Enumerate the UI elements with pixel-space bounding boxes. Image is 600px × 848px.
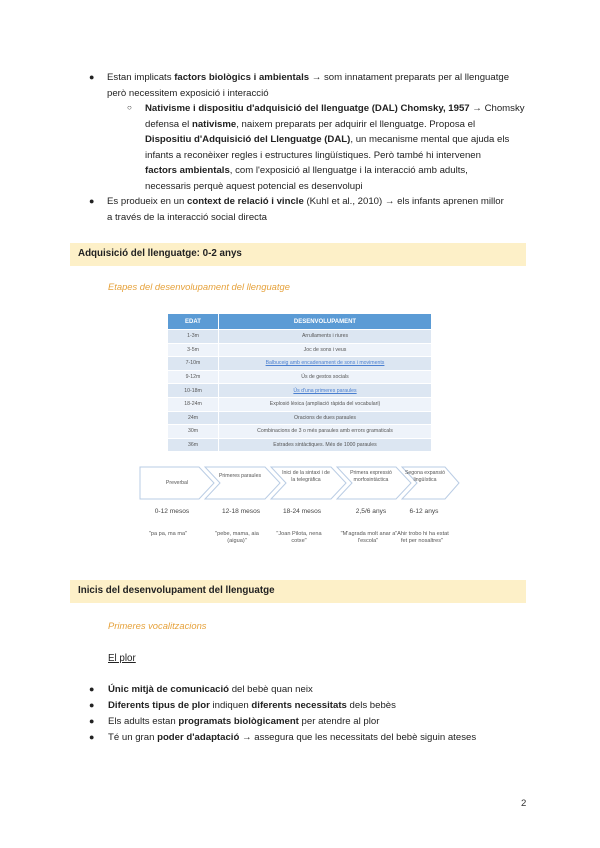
stage-preverbal: Preverbal bbox=[165, 480, 189, 486]
bullet-factors: Estan implicats factors biològics i ambientals → som innatament preparats per al llenguatge però necessitem exposició i interacció bbox=[107, 72, 510, 99]
table-row bbox=[168, 343, 432, 357]
table-row bbox=[168, 384, 432, 398]
stage-expressio-morfosintactica: Primera expressió morfosintàctica bbox=[350, 470, 392, 483]
bullet-dot: ● bbox=[89, 72, 95, 82]
table-cell-age: 36m bbox=[168, 438, 219, 452]
bullet-dot: ● bbox=[89, 716, 95, 726]
table-row bbox=[168, 438, 432, 452]
table-cell-age: 1-3m bbox=[168, 330, 219, 344]
subtitle-etapes: Etapes del desenvolupament del llenguatge bbox=[108, 281, 290, 292]
page-number: 2 bbox=[521, 798, 527, 809]
stage-inici-sintaxi: Inici de la sintaxi i de la telegràfica bbox=[282, 470, 330, 483]
stage-segona-expansio: Segona expansió lingüística bbox=[404, 470, 446, 483]
table-cell-development: Estrades sintàctiques. Més de 1000 paraules bbox=[219, 438, 432, 452]
bullet-dot: ● bbox=[89, 700, 95, 710]
table-row bbox=[168, 425, 432, 439]
table-header-edat: EDAT bbox=[168, 314, 219, 330]
table-cell-age: 18-24m bbox=[168, 397, 219, 411]
table-row bbox=[168, 370, 432, 384]
table-cell-development: Ús d'una primeres paraules bbox=[219, 384, 432, 398]
table-cell-age: 10-18m bbox=[168, 384, 219, 398]
table-cell-development: Joc de sons i veus bbox=[219, 343, 432, 357]
timeline-example: "M'agrada molt anar a l'escola" bbox=[340, 531, 396, 544]
table-cell-age: 30m bbox=[168, 425, 219, 439]
timeline-age: 6-12 anys bbox=[409, 508, 439, 515]
table-row bbox=[168, 411, 432, 425]
table-cell-development: Oracions de dues paraules bbox=[219, 411, 432, 425]
plor-bullet-4: Té un gran poder d'adaptació → assegura que les necessitats del bebè siguin ateses bbox=[108, 732, 477, 743]
timeline-example: "pebe, mama, aia (aigua)" bbox=[215, 531, 259, 544]
table-row bbox=[168, 397, 432, 411]
timeline-age: 2,5/6 anys bbox=[355, 508, 387, 515]
section-header-adquisicio: Adquisició del llenguatge: 0-2 anys bbox=[70, 243, 526, 266]
bullet-dot: ● bbox=[89, 196, 95, 206]
table-cell-age: 7-10m bbox=[168, 357, 219, 371]
bullet-dot: ● bbox=[89, 684, 95, 694]
table-row bbox=[168, 330, 432, 344]
timeline-age: 18-24 mesos bbox=[282, 508, 322, 515]
plor-bullet-2: Diferents tipus de plor indiquen diferents necessitats dels bebès bbox=[108, 700, 396, 711]
table-row bbox=[168, 357, 432, 371]
table-cell-development: Balbuceig amb encadenament de sons i moviments bbox=[219, 357, 432, 371]
plor-bullet-1: Únic mitjà de comunicació del bebè quan neix bbox=[108, 684, 313, 695]
table-cell-development: Ús de gestos socials bbox=[219, 370, 432, 384]
stage-primeres-paraules: Primeres paraules bbox=[218, 473, 262, 479]
chevron-2 bbox=[205, 467, 280, 499]
timeline-example: "pa pa, ma ma" bbox=[148, 531, 188, 537]
bullet-dot: ● bbox=[89, 732, 95, 742]
sub-bullet-nativisme: Nativisme i dispositiu d'adquisició del llenguatge (DAL) Chomsky, 1957 → Chomsky defensa el nativisme, naixem preparats per adquirir el llenguatge. Proposa el Dispositiu d'Adquisició del Llenguatge (DAL), un mecanisme mental que ajuda els infants a reconèixer regles i estructures lingüístiques. Però també hi intervenen factors ambientals, com l'exposició al llenguatge i la interacció amb adults, necessaris perquè aquest potencial es desenvolupi bbox=[145, 103, 525, 192]
table-cell-age: 9-12m bbox=[168, 370, 219, 384]
timeline-age: 0-12 mesos bbox=[154, 508, 190, 515]
heading-el-plor: El plor bbox=[108, 653, 136, 664]
table-header-desenvolupament: DESENVOLUPAMENT bbox=[219, 314, 432, 330]
section-header-inicis: Inicis del desenvolupament del llenguatge bbox=[70, 580, 526, 603]
subtitle-primeres-vocalitzacions: Primeres vocalitzacions bbox=[108, 620, 207, 631]
timeline-example: "Ahir trobo hi ha estat fet per nosaltres" bbox=[395, 531, 449, 544]
table-cell-development: Combinacions de 3 o més paraules amb errors gramaticals bbox=[219, 425, 432, 439]
table-cell-development: Explosió lèxica (ampliació ràpida del vocabulari) bbox=[219, 397, 432, 411]
plor-bullet-3: Els adults estan programats biològicament per atendre al plor bbox=[108, 716, 380, 727]
timeline-example: "Joan Pilota, nena cotxe" bbox=[276, 531, 322, 544]
table-cell-development: Arrullaments i riures bbox=[219, 330, 432, 344]
table-cell-age: 3-5m bbox=[168, 343, 219, 357]
development-table bbox=[167, 313, 432, 452]
sub-bullet-circle: ○ bbox=[127, 103, 132, 112]
timeline-age: 12-18 mesos bbox=[221, 508, 261, 515]
table-cell-age: 24m bbox=[168, 411, 219, 425]
bullet-context: Es produeix en un context de relació i vincle (Kuhl et al., 2010) → els infants aprenen millor a través de la interacció social directa bbox=[107, 196, 504, 223]
